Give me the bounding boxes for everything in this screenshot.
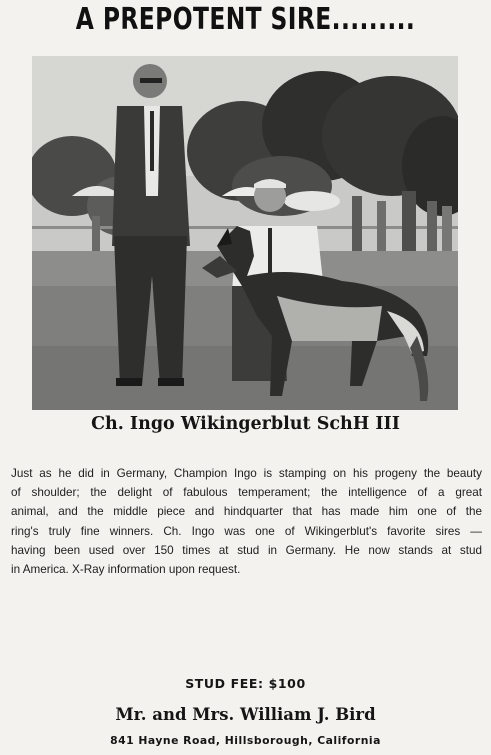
description-line: in America. X-Ray information upon request. [11,563,241,577]
owner-name: Mr. and Mrs. William J. Bird [115,705,376,724]
description-line: Just as he did in Germany, Champion Ingo is stamping on his progeny the beauty [11,467,482,480]
stud-fee: STUD FEE: $100 [185,676,306,691]
photo-illustration [32,56,458,410]
headline: A PREPOTENT SIRE......... [75,2,416,37]
description-line: having been used over 150 times at stud in Germany. He now stands at stud [11,543,482,557]
description-line: animal, and the middle piece and hindquarter that has made him one of the [11,505,482,519]
owner-address: 841 Hayne Road, Hillsborough, California [110,734,381,747]
description-line: of shoulder; the delight of fabulous temperament; the intelligence of a great [11,486,482,500]
photo-caption: Ch. Ingo Wikingerblut SchH III [91,414,400,434]
description-line: ring's truly fine winners. Ch. Ingo was one of Wikingerblut's favorite sires — [11,524,482,538]
description-text [11,464,482,579]
dog-show-photo [32,56,458,410]
